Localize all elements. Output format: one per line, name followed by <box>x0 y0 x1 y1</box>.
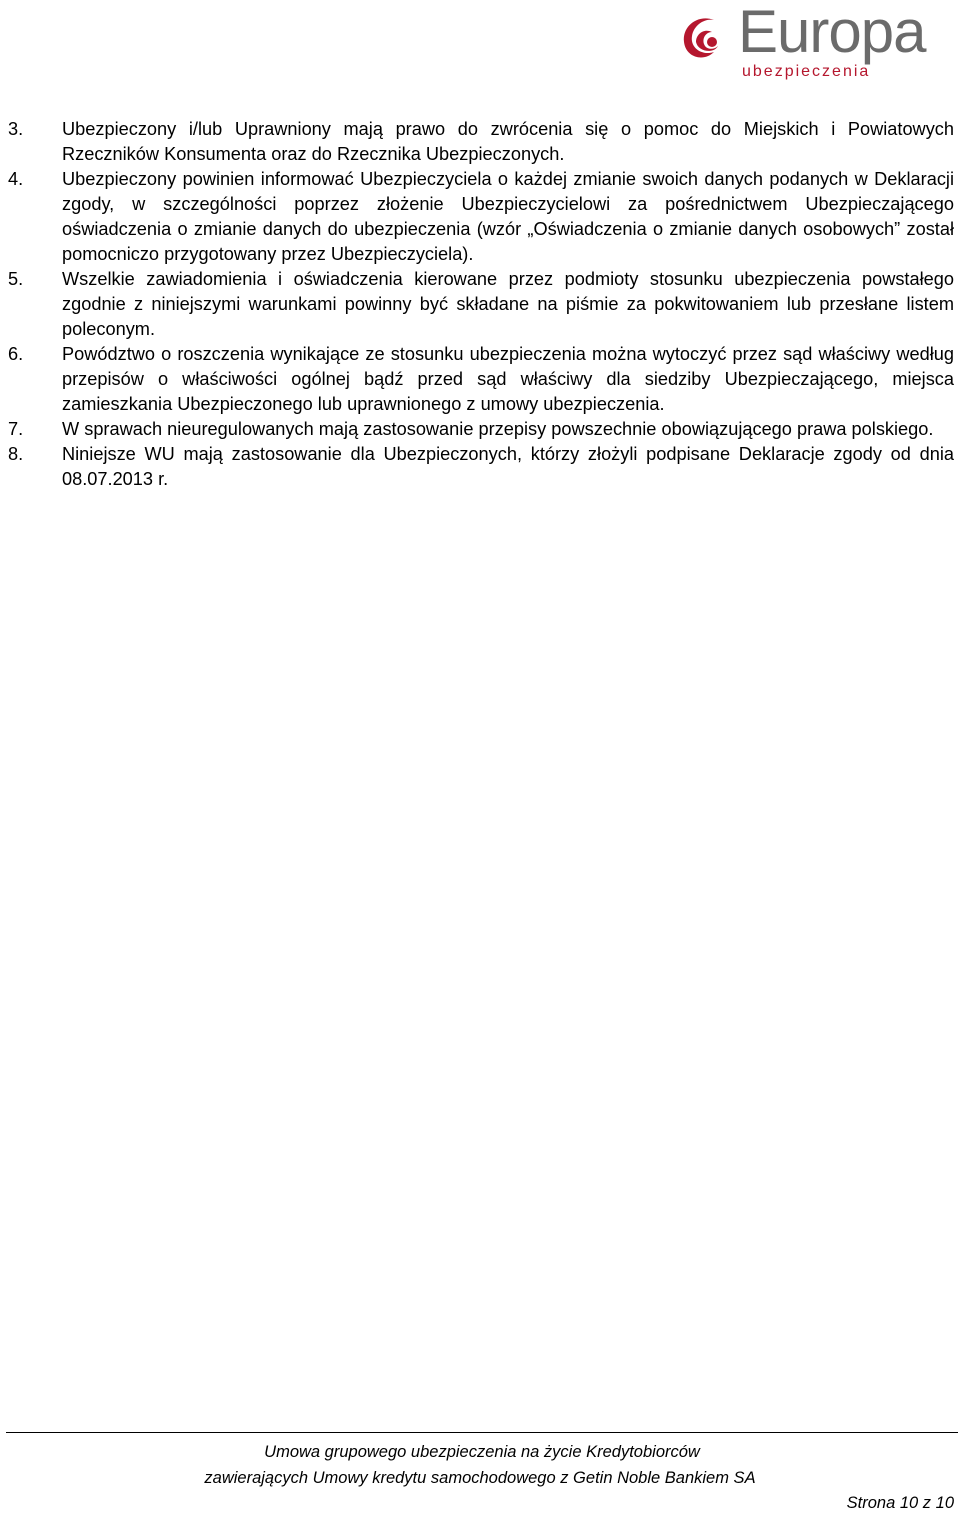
item-number: 7. <box>8 419 24 439</box>
item-number: 6. <box>8 344 24 364</box>
footer-title-line2: zawierających Umowy kredytu samochodowego z Getin Noble Bankiem SA <box>204 1469 756 1487</box>
item-number: 8. <box>8 444 24 464</box>
item-text: Powództwo o roszczenia wynikające ze stosunku ubezpieczenia można wytoczyć przez sąd właściwy według przepisów o właściwości ogólnej bądź przed sąd właściwy dla siedziby Ubezpieczającego, miejsca zamieszkania Ubezpieczonego lub uprawnionego z umowy ubezpieczenia. <box>62 344 954 414</box>
numbered-list <box>8 117 954 492</box>
item-number: 4. <box>8 169 24 189</box>
item-text: Ubezpieczony powinien informować Ubezpieczyciela o każdej zmianie swoich danych podanych w Deklaracji zgody, w szczególności poprzez złożenie Ubezpieczycielowi za pośrednictwem Ubezpieczającego oświadczenia o zmianie danych do ubezpieczenia (wzór „Oświadczenia o zmianie danych osobowych” został pomocniczo przygotowany przez Ubezpieczyciela). <box>62 169 954 264</box>
item-number: 3. <box>8 119 24 139</box>
list-item <box>8 267 954 342</box>
logo-wordmark: Europa <box>738 0 926 65</box>
logo-subtitle: ubezpieczenia <box>742 63 871 80</box>
item-text: Ubezpieczony i/lub Uprawniony mają prawo do zwrócenia się o pomoc do Miejskich i Powiatowych Rzeczników Konsumenta oraz do Rzecznika Ubezpieczonych. <box>62 119 954 164</box>
item-text: Niniejsze WU mają zastosowanie dla Ubezpieczonych, którzy złożyli podpisane Deklaracje zgody od dnia 08.07.2013 r. <box>62 444 954 489</box>
item-text: W sprawach nieuregulowanych mają zastosowanie przepisy powszechnie obowiązującego prawa polskiego. <box>62 419 934 439</box>
footer-title-line1: Umowa grupowego ubezpieczenia na życie Kredytobiorców <box>264 1443 700 1461</box>
footer-divider <box>6 1432 958 1433</box>
europa-logo <box>676 0 941 82</box>
list-item <box>8 442 954 492</box>
list-item <box>8 342 954 417</box>
item-number: 5. <box>8 269 24 289</box>
logo-swirl-icon <box>676 12 738 68</box>
item-text: Wszelkie zawiadomienia i oświadczenia kierowane przez podmioty stosunku ubezpieczenia powstałego zgodnie z niniejszymi warunkami powinny być składane na piśmie za pokwitowaniem lub przesłane listem poleconym. <box>62 269 954 339</box>
list-item <box>8 417 954 442</box>
list-item <box>8 167 954 267</box>
page-number: Strona 10 z 10 <box>846 1494 954 1512</box>
list-item <box>8 117 954 167</box>
